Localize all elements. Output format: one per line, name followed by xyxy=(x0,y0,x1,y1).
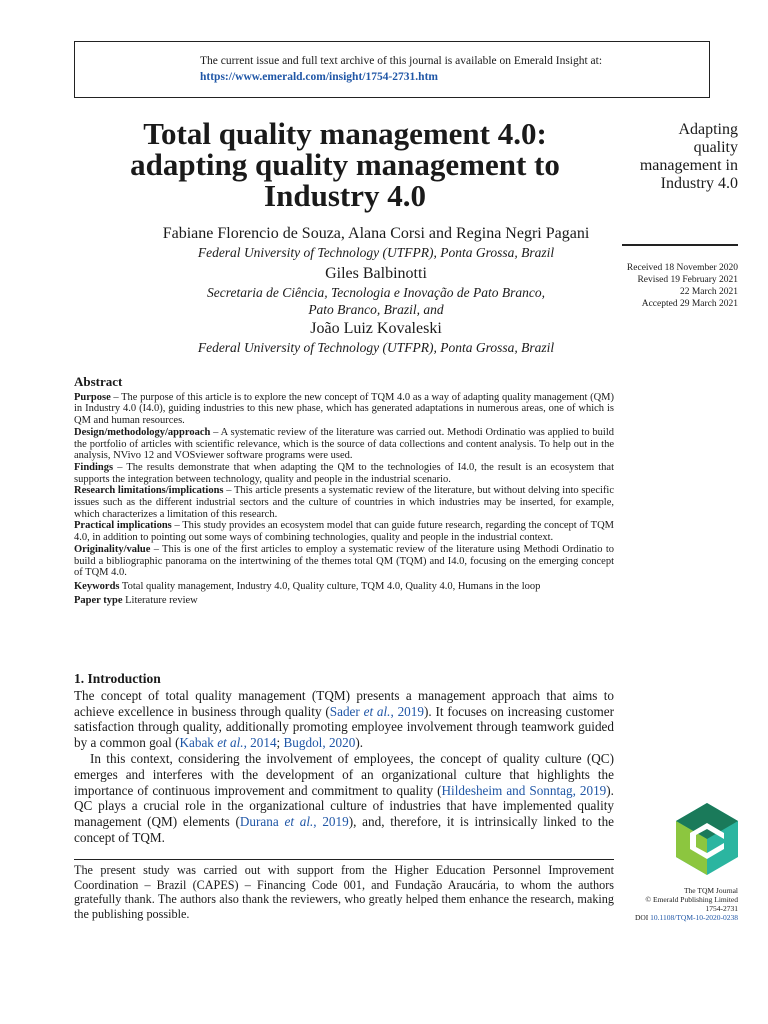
abstract xyxy=(74,376,614,606)
affiliation-2-line-2: Pato Branco, Brazil, and xyxy=(308,302,444,317)
citation-durana-etal: et al. xyxy=(284,814,314,830)
emerald-logo-icon xyxy=(676,803,738,875)
running-title-line-4: Industry 4.0 xyxy=(660,175,738,192)
abstract-keywords xyxy=(74,581,614,593)
journal-name: The TQM Journal xyxy=(683,886,738,895)
citation-bugdol[interactable]: Bugdol, 2020 xyxy=(283,735,356,751)
findings-label: Findings xyxy=(74,461,114,473)
title-line-3: Industry 4.0 xyxy=(264,178,426,213)
citation-kabak[interactable] xyxy=(179,735,276,750)
citation-sader-name: Sader xyxy=(329,703,364,719)
author-group-1: Fabiane Florencio de Souza, Alana Corsi and Regina Negri Pagani xyxy=(162,225,590,242)
intro-p2-text-c: ), and, therefore, it is intrinsically linked to the concept of TQM. xyxy=(74,814,615,845)
date-received: Received 18 November 2020 xyxy=(626,263,738,273)
archive-note: The current issue and full text archive of this journal is available on Emerald Insight at: xyxy=(200,55,603,67)
abstract-findings xyxy=(74,462,614,485)
intro-paragraph-1 xyxy=(74,688,614,751)
intro-p1-text-c: ). xyxy=(355,735,364,751)
journal-publisher: © Emerald Publishing Limited xyxy=(645,895,738,904)
archive-banner xyxy=(74,41,710,98)
purpose-text: – The purpose of this article is to explore the new concept of TQM 4.0 as a way of adapting quality management (QM) in Industry 4.0 (I4.0), guiding industries to this new phase, which has generated adaptations in numerous areas, one of which is QM and human resources. xyxy=(74,391,614,427)
doi-label: DOI xyxy=(634,913,651,922)
abstract-paper-type xyxy=(74,595,614,607)
abstract-design xyxy=(74,427,614,462)
running-title-line-3: management in xyxy=(639,157,738,174)
abstract-practical xyxy=(74,520,614,543)
keywords-text: Total quality management, Industry 4.0, Quality culture, TQM 4.0, Quality 4.0, Humans in the loop xyxy=(119,580,541,592)
title-line-1: Total quality management 4.0: xyxy=(143,116,547,151)
citation-sader-year: , 2019 xyxy=(390,703,424,719)
practical-text: – This study provides an ecosystem model that can guide future research, regarding the concept of TQM 4.0, in addition to pointing out some ways of combining technologies, quality and people in the industrial context. xyxy=(74,520,614,544)
paper-type-text: Literature review xyxy=(122,594,198,606)
abstract-originality xyxy=(74,544,614,579)
running-title xyxy=(612,121,738,193)
affiliation-2-line-1: Secretaria de Ciência, Tecnologia e Inovação de Pato Branco, xyxy=(207,285,545,300)
intro-p1-text-b: ). It focuses on increasing customer satisfaction through quality, additionally promoting employee involvement through teamwork guided by a common goal ( xyxy=(74,703,615,751)
citation-durana-name: Durana xyxy=(239,814,285,830)
introduction-heading: 1. Introduction xyxy=(74,671,161,686)
running-title-line-1: Adapting xyxy=(678,121,738,138)
citation-kabak-etal: et al. xyxy=(217,735,244,751)
citation-durana-year: , 2019 xyxy=(313,814,349,830)
purpose-label: Purpose xyxy=(74,391,111,403)
findings-text: – The results demonstrate that when adapting the QM to the technologies of I4.0, the result is an ecosystem that supports the integration between technology, quality and people in the industrial scenario. xyxy=(74,461,614,485)
originality-label: Originality/value xyxy=(74,543,151,555)
citation-hildesheim[interactable]: Hildesheim and Sonntag, 2019 xyxy=(441,782,607,798)
citation-sader[interactable] xyxy=(330,704,424,719)
journal-url-link[interactable]: https://www.emerald.com/insight/1754-2731.htm xyxy=(200,71,438,83)
author-group-3: João Luiz Kovaleski xyxy=(310,320,442,337)
journal-info xyxy=(606,886,738,922)
citation-sader-etal: et al. xyxy=(363,703,391,719)
introduction-section xyxy=(74,671,614,846)
date-accepted: Accepted 29 March 2021 xyxy=(641,299,738,309)
doi-link[interactable]: 10.1108/TQM-10-2020-0238 xyxy=(650,913,738,922)
article-title xyxy=(74,118,616,211)
design-text: – A systematic review of the literature was carried out. Methodi Ordinatio was applied to build the portfolio of articles with scientific relevance, which is the source of data collections and content analysis. To help out in the analysis, NVivo 12 and VOSviewer software programs were used. xyxy=(74,426,614,462)
limitations-label: Research limitations/implications xyxy=(74,485,224,497)
author-group-2: Giles Balbinotti xyxy=(325,265,427,282)
design-label: Design/methodology/approach xyxy=(74,426,211,438)
date-revised-2: 22 March 2021 xyxy=(679,287,738,297)
citation-separator: ; xyxy=(276,735,284,751)
citation-kabak-year: , 2014 xyxy=(243,735,277,751)
footnote-rule xyxy=(74,859,614,860)
abstract-limitations xyxy=(74,485,614,520)
intro-paragraph-2 xyxy=(74,751,614,846)
intro-p1-text-a: The concept of total quality management (TQM) presents a management approach that aims to achieve excellence in business through quality ( xyxy=(74,687,614,719)
originality-text: – This is one of the first articles to employ a systematic review of the literature using Methodi Ordinatio to build a bibliographic panorama on the intertwining of the themes total QM (TQM) and I4.0, focusing on the emerging concept of TQM 4.0. xyxy=(74,543,614,579)
intro-p2-text-b: ). QC plays a crucial role in the organizational culture of industries that have implemented quality management (QM) elements ( xyxy=(74,782,614,830)
journal-doi xyxy=(606,913,738,922)
affiliation-3: Federal University of Technology (UTFPR), Ponta Grossa, Brazil xyxy=(197,340,555,355)
funding-footnote: The present study was carried out with support from the Higher Education Personnel Improvement Coordination – Brazil (CAPES) – Financing Code 001, and Fundação Araucária, to whom the authors gratefully thank. The authors also thank the reviewers, who greatly helped them enhance the research, making the publishing possible. xyxy=(74,863,614,921)
abstract-heading: Abstract xyxy=(74,374,123,389)
limitations-text: – This article presents a systematic review of the literature, but without delving into specific issues such as the different industrial sectors and the culture of countries in which industries may be inserted, for example, which characterizes a limitation of this research. xyxy=(74,485,614,520)
abstract-purpose xyxy=(74,392,614,427)
citation-durana[interactable] xyxy=(240,814,349,829)
paper-type-label: Paper type xyxy=(74,594,123,606)
running-title-line-2: quality xyxy=(693,139,738,156)
intro-p2-text-a: In this context, considering the involvement of employees, the concept of quality culture (QC) emerges and interferes with the development of an organizational culture that highlights the importance of continuous improvement and commitment to quality ( xyxy=(74,750,614,798)
title-line-2: adapting quality management to xyxy=(130,147,560,182)
date-revised-1: Revised 19 February 2021 xyxy=(637,275,738,285)
practical-label: Practical implications xyxy=(74,520,172,532)
affiliation-1: Federal University of Technology (UTFPR), Ponta Grossa, Brazil xyxy=(197,245,555,260)
citation-kabak-name: Kabak xyxy=(179,735,218,751)
keywords-label: Keywords xyxy=(74,580,120,592)
journal-issn: 1754-2731 xyxy=(705,904,738,913)
